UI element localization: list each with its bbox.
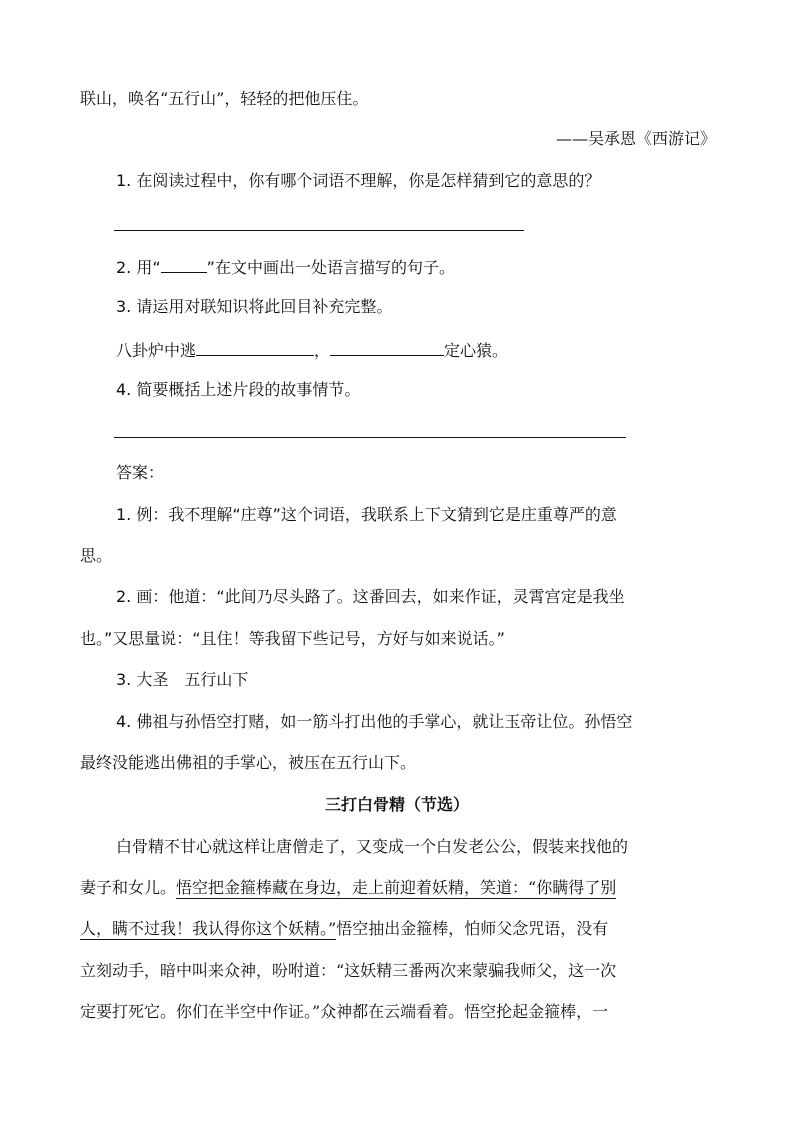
answer-4-line-1: 4. 佛祖与孙悟空打赌，如一筋斗打出他的手掌心，就让玉帝让位。孙悟空 xyxy=(116,712,633,731)
question-2-suffix: ”在文中画出一处语言描写的句子。 xyxy=(206,258,455,277)
answer-1-line-1: 1. 例：我不理解“庄尊”这个词语，我联系上下文猜到它是庄重尊严的意 xyxy=(116,505,617,524)
passage-last-line xyxy=(80,88,780,110)
answer-3: 3. 大圣 五行山下 xyxy=(116,670,249,689)
passage-source: ——吴承恩《西游记》 xyxy=(555,129,716,148)
couplet-comma: ， xyxy=(314,341,331,360)
underline-sample xyxy=(161,254,207,273)
couplet-blank-1[interactable] xyxy=(196,337,314,356)
question-2 xyxy=(116,254,756,279)
passage-line-3-plain: 悟空抽出金箍棒，怕师父念咒语，没有 xyxy=(336,919,609,938)
answer-2-line-1: 2. 画：他道：“此间乃尽头路了。这番回去，如来作证，灵霄宫定是我坐 xyxy=(116,587,625,606)
question-2-prefix: 2. 用“ xyxy=(116,258,161,277)
passage-title: 三打白骨精（节选） xyxy=(324,795,469,814)
passage-line-4: 立刻动手，暗中叫来众神，吩咐道：“这妖精三番两次来蒙骗我师父，这一次 xyxy=(80,961,617,980)
answer-line-4[interactable] xyxy=(114,437,626,438)
question-1: 1. 在阅读过程中，你有哪个词语不理解，你是怎样猜到它的意思的？ xyxy=(116,171,601,190)
couplet-fill-line xyxy=(116,337,756,362)
passage-line-5: 定要打死它。你们在半空中作证。”众神都在云端看着。悟空抡起金箍棒，一 xyxy=(80,1002,609,1021)
couplet-blank-2[interactable] xyxy=(330,337,444,356)
answers-heading: 答案： xyxy=(116,463,165,482)
underlined-dialogue-2: 人，瞒不过我！我认得你这个妖精。” xyxy=(80,919,337,938)
couplet-prefix: 八卦炉中逃 xyxy=(116,341,197,360)
passage-line-text: 联山，唤名“五行山”，轻轻的把他压住。 xyxy=(80,89,369,108)
answer-2-line-2: 也。”又思量说：“且住！等我留下些记号，方好与如来说话。” xyxy=(80,629,505,648)
answer-line-1[interactable] xyxy=(114,230,524,231)
passage-line-2 xyxy=(80,877,760,899)
answer-1-line-2: 思。 xyxy=(80,546,113,565)
passage-line-2-plain: 妻子和女儿。 xyxy=(80,878,177,897)
question-3: 3. 请运用对联知识将此回目补充完整。 xyxy=(116,297,393,316)
passage-line-3 xyxy=(80,918,760,940)
question-4: 4. 简要概括上述片段的故事情节。 xyxy=(116,380,361,399)
underlined-dialogue-1: 悟空把金箍棒藏在身边，走上前迎着妖精，笑道：“你瞒得了别 xyxy=(176,878,617,897)
answer-4-line-2: 最终没能逃出佛祖的手掌心，被压在五行山下。 xyxy=(80,753,417,772)
passage-line-1: 白骨精不甘心就这样让唐僧走了，又变成一个白发老公公，假装来找他的 xyxy=(116,837,629,856)
couplet-suffix: 定心猿。 xyxy=(444,341,509,360)
